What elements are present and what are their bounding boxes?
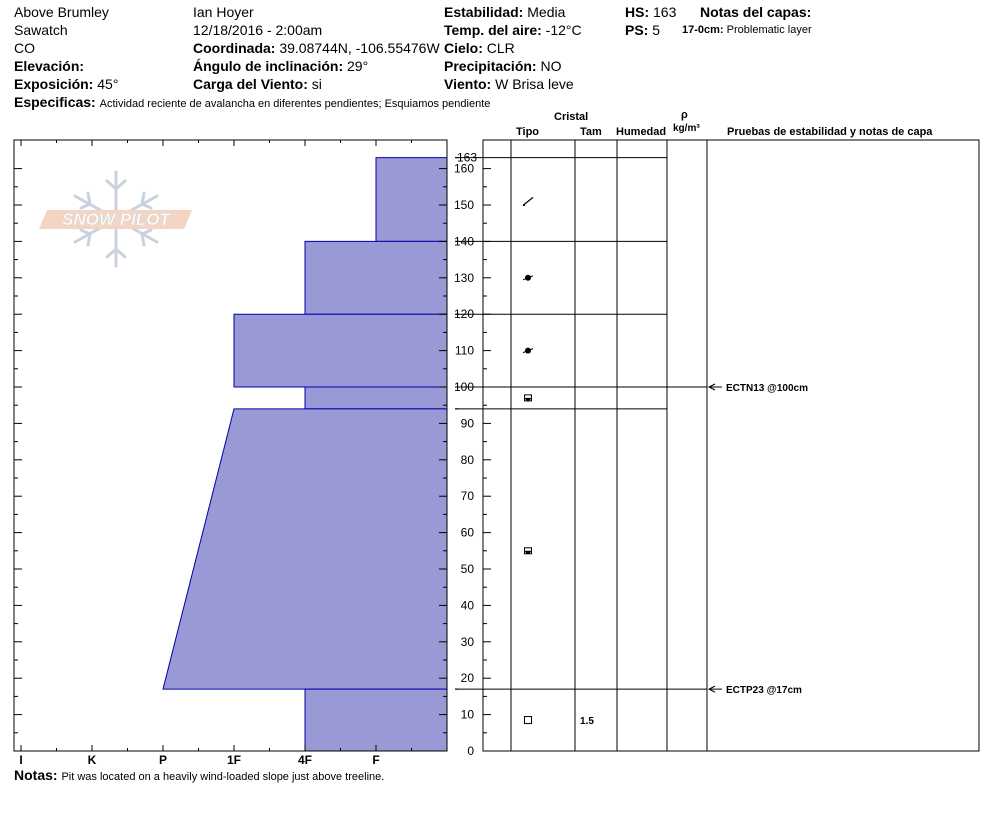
height-label: 140 xyxy=(453,234,474,249)
logo-text: SNOW PILOT xyxy=(62,210,170,229)
elevation-label: Elevación: xyxy=(14,58,85,74)
crystal-symbol-rounded xyxy=(523,348,533,354)
wind-loading-value: si xyxy=(311,76,322,92)
new-snow-mark xyxy=(523,197,533,205)
aspect-value: 45° xyxy=(97,76,119,92)
crystal-symbol-rounded xyxy=(523,275,533,281)
hardness-label: F xyxy=(372,753,380,767)
crystal-symbol-faceted xyxy=(525,717,532,724)
precip-value: NO xyxy=(540,58,562,74)
crystal-symbol-faceted-rounded xyxy=(525,548,532,554)
stability-test-label: ECTP23 @17cm xyxy=(726,685,802,697)
crystal-symbol-faceted-rounded xyxy=(525,395,532,401)
aspect-label: Exposición: xyxy=(14,76,94,92)
height-label: 100 xyxy=(453,380,474,394)
layer-table-frame xyxy=(483,140,979,751)
slope-angle-label: Ángulo de inclinación: xyxy=(193,58,344,74)
height-label: 0 xyxy=(467,744,474,758)
mountain-range: Sawatch xyxy=(14,22,68,38)
ps-label: PS: xyxy=(625,22,649,38)
total-height-label: 163 xyxy=(456,150,477,165)
hardness-layer xyxy=(163,409,447,689)
state: CO xyxy=(14,40,35,56)
observer-name: Ian Hoyer xyxy=(193,4,254,20)
specifics-value: Actividad reciente de avalancha en diferentes pendientes; Esquiamos pendiente xyxy=(99,98,491,110)
height-label: 120 xyxy=(453,307,474,322)
hardness-label: 4F xyxy=(297,753,313,767)
density-unit-header: kg/m³ xyxy=(673,123,700,134)
wind-label: Viento: xyxy=(444,76,492,92)
hardness-layer xyxy=(305,689,447,751)
height-label: 50 xyxy=(460,562,474,576)
ps-value: 5 xyxy=(652,22,661,38)
hardness-label: K xyxy=(87,753,97,767)
notes-value: Pit was located on a heavily wind-loaded slope just above treeline. xyxy=(61,771,385,783)
notes-label: Notas: xyxy=(14,767,58,783)
stability-label: Estabilidad: xyxy=(444,4,524,20)
hardness-layer xyxy=(305,387,447,409)
hs-value: 163 xyxy=(653,4,677,20)
slope-angle-value: 29° xyxy=(347,58,369,74)
height-label: 60 xyxy=(460,525,474,540)
specifics-label: Especificas: xyxy=(14,94,96,110)
type-header: Tipo xyxy=(516,126,540,138)
layer-notes-label: Notas del capas: xyxy=(700,4,812,20)
crystal-header: Cristal xyxy=(554,111,589,123)
sky-value: CLR xyxy=(486,40,515,56)
wind-value: W Brisa leve xyxy=(495,76,574,92)
height-label: 20 xyxy=(460,671,474,686)
air-temp-label: Temp. del aire: xyxy=(444,22,542,38)
height-label: 40 xyxy=(460,598,474,613)
wind-loading-label: Carga del Viento: xyxy=(193,76,308,92)
stability-test-label: ECTN13 @100cm xyxy=(726,383,809,394)
height-label: 90 xyxy=(460,416,474,431)
height-label: 30 xyxy=(460,634,474,649)
snowpilot-logo xyxy=(39,172,192,266)
height-label: 150 xyxy=(453,198,474,212)
air-temp-value: -12°C xyxy=(545,22,582,38)
coordinates-value: 39.08744N, -106.55476W xyxy=(279,40,440,56)
stability-tests-header: Pruebas de estabilidad y notas de capa xyxy=(727,126,933,138)
facet-square xyxy=(525,717,532,724)
crystal-symbol-new-snow xyxy=(523,197,533,205)
layer-note-depth: 17-0cm: xyxy=(682,24,724,36)
height-label: 10 xyxy=(460,707,474,722)
observation-datetime: 12/18/2016 - 2:00am xyxy=(193,22,323,38)
height-label: 110 xyxy=(454,343,474,358)
stability-value: Media xyxy=(527,4,566,20)
crystal-size: 1.5 xyxy=(580,716,594,728)
hardness-layer xyxy=(234,314,447,387)
location-name: Above Brumley xyxy=(14,4,109,20)
hardness-layer xyxy=(376,158,447,242)
coordinates-label: Coordinada: xyxy=(193,40,276,56)
moisture-header: Humedad xyxy=(616,126,667,138)
size-header: Tam xyxy=(580,126,602,138)
height-label: 70 xyxy=(460,489,474,504)
height-label: 160 xyxy=(453,161,474,176)
rho-header: ρ xyxy=(681,109,688,121)
notes-row xyxy=(14,767,384,784)
hardness-label: 1F xyxy=(226,753,242,767)
hardness-label: P xyxy=(158,753,168,767)
sky-label: Cielo: xyxy=(444,40,483,56)
hs-label: HS: xyxy=(625,4,650,20)
hardness-label: I xyxy=(19,753,23,767)
height-label: 80 xyxy=(460,452,474,467)
height-label: 130 xyxy=(453,270,474,285)
precip-label: Precipitación: xyxy=(444,58,537,74)
hardness-layer xyxy=(305,241,447,314)
layer-note-text: Problematic layer xyxy=(726,24,812,36)
